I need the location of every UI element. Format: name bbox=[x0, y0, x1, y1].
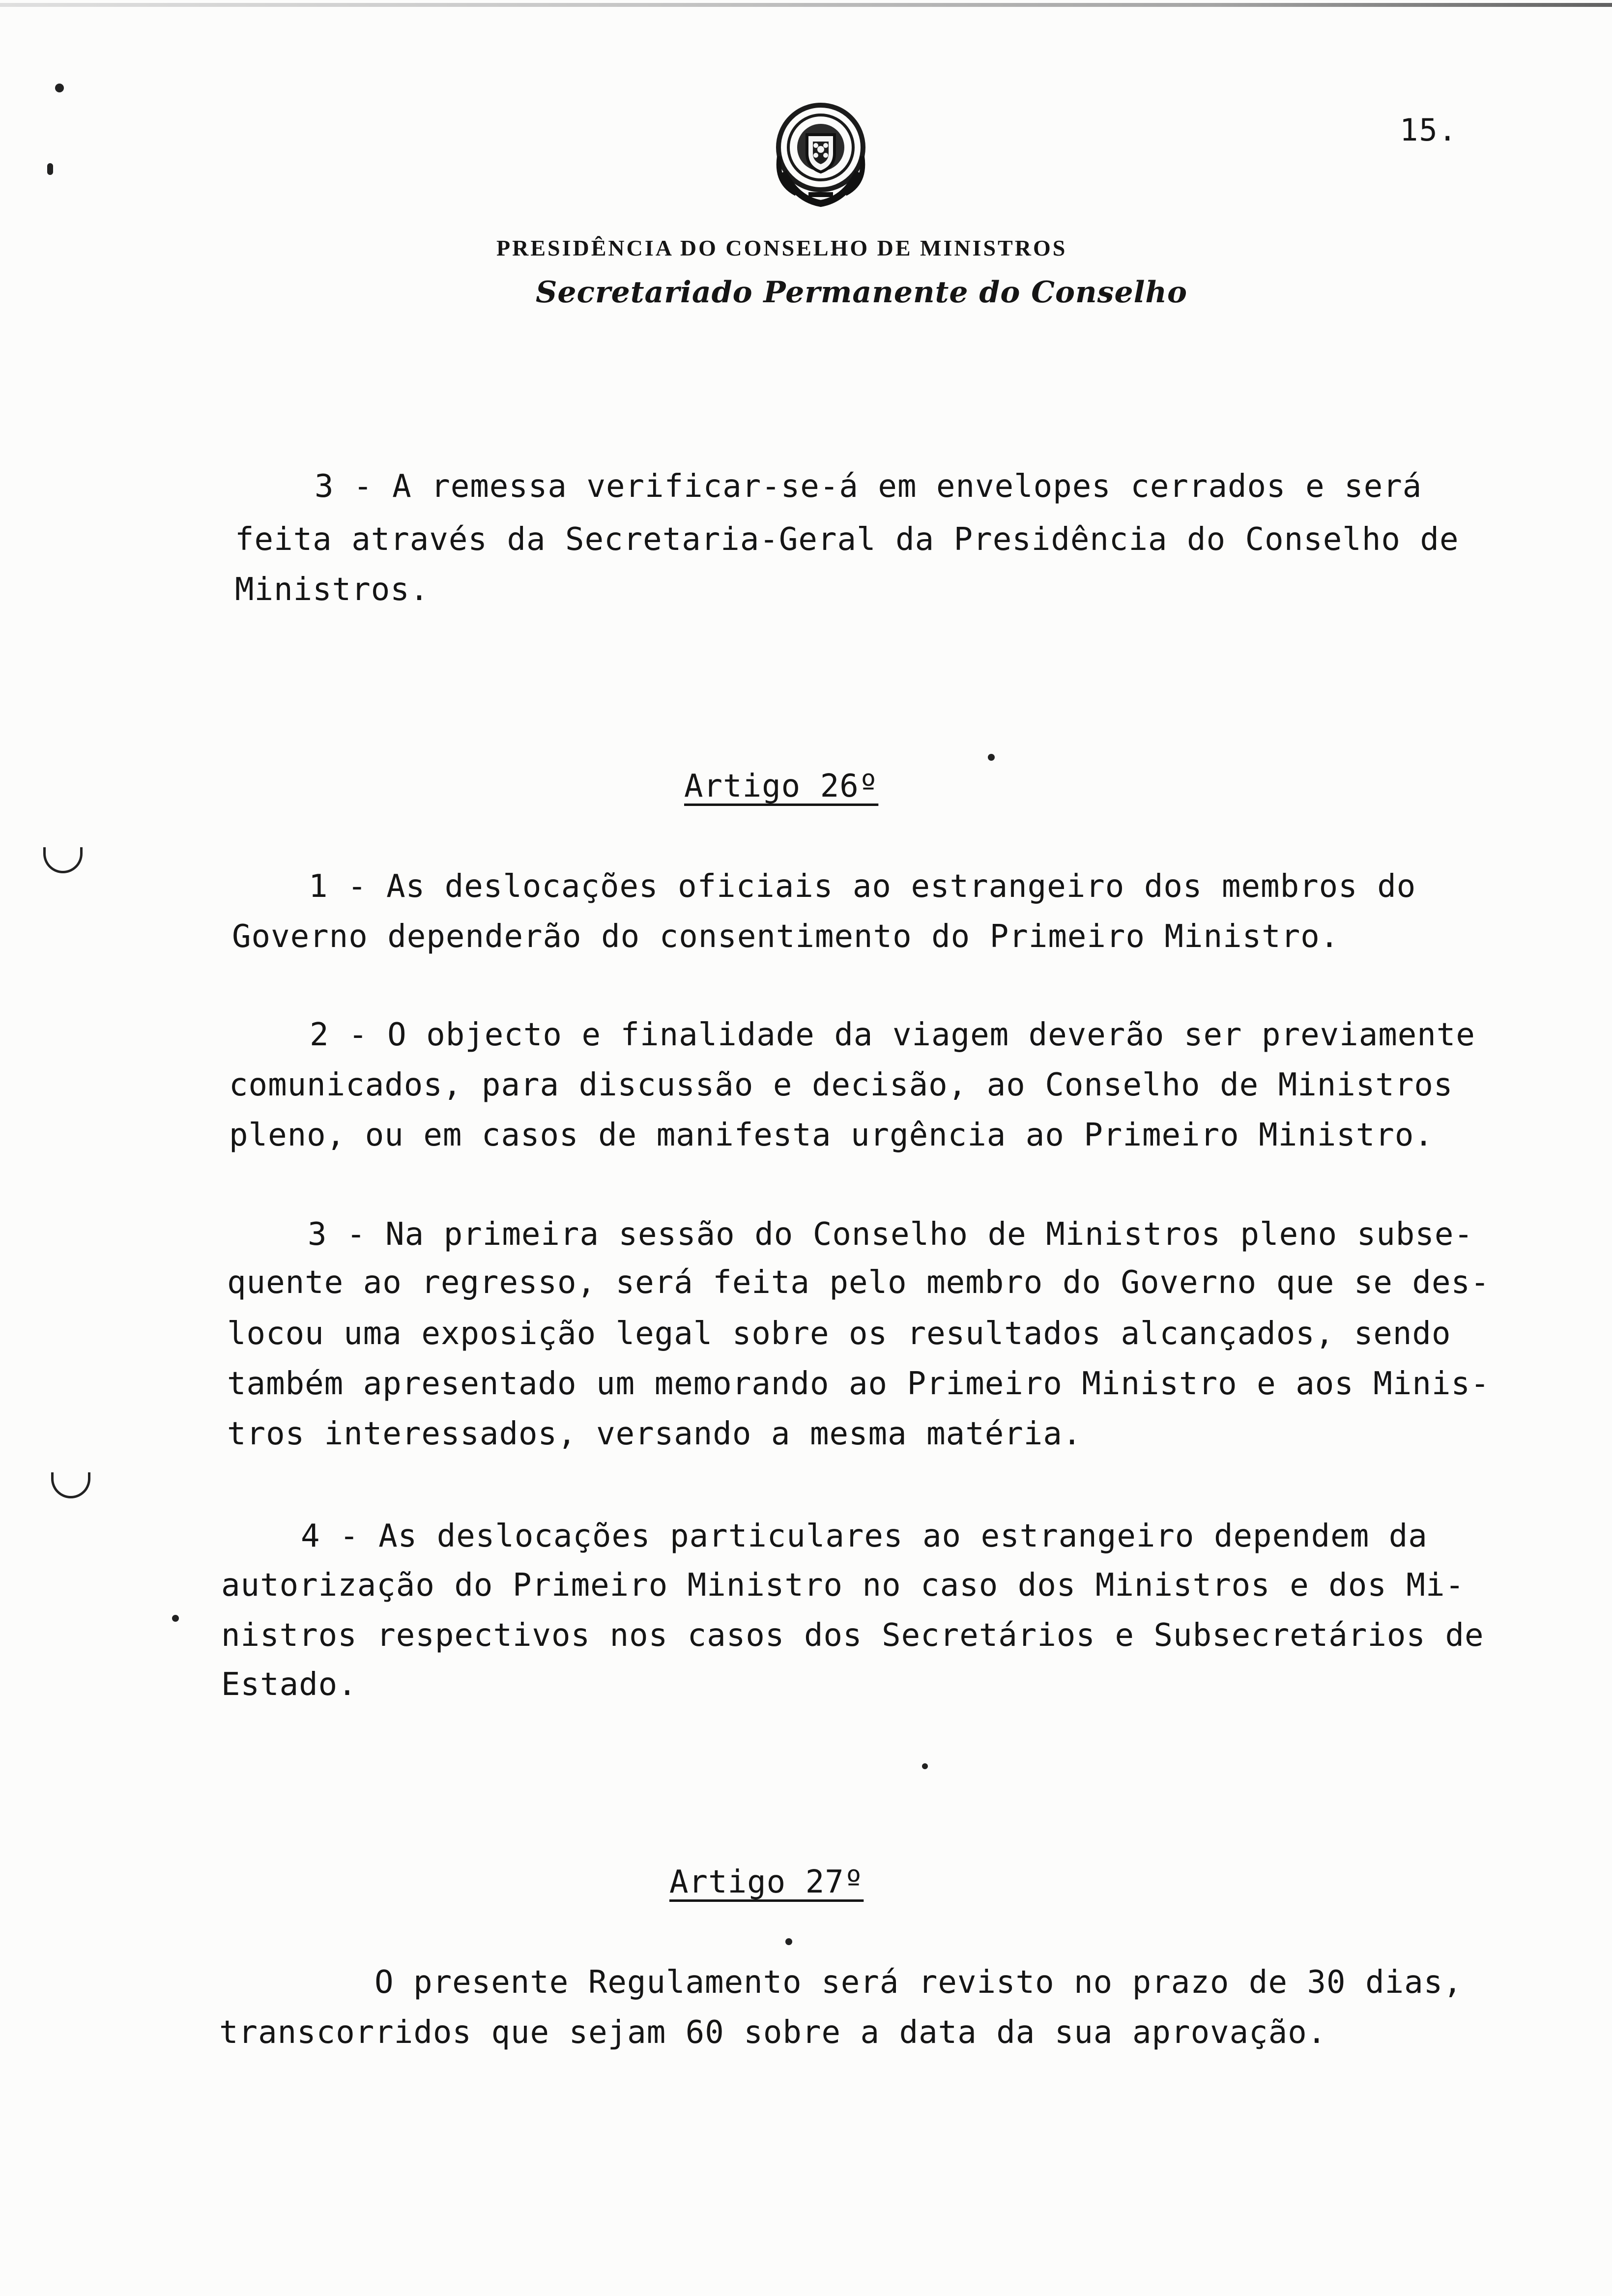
paragraph-line: locou uma exposição legal sobre os resultados alcançados, sendo bbox=[227, 1316, 1451, 1352]
article-heading: Artigo 27º bbox=[669, 1864, 864, 1900]
paragraph-line: O presente Regulamento será revisto no prazo de 30 dias, bbox=[374, 1964, 1463, 2001]
margin-arc-mark bbox=[43, 847, 83, 873]
paragraph-line: tros interessados, versando a mesma matéria. bbox=[227, 1416, 1082, 1452]
paragraph-line: pleno, ou em casos de manifesta urgência ao Primeiro Ministro. bbox=[229, 1117, 1434, 1153]
paragraph-line: Governo dependerão do consentimento do Primeiro Ministro. bbox=[232, 918, 1340, 955]
paragraph-line: quente ao regresso, será feita pelo membro do Governo que se des- bbox=[227, 1264, 1490, 1301]
paragraph-line: transcorridos que sejam 60 sobre a data da sua aprovação. bbox=[219, 2014, 1327, 2051]
institution-subtitle: Secretariado Permanente do Conselho bbox=[536, 275, 1188, 310]
paragraph-line: também apresentado um memorando ao Primeiro Ministro e aos Minis- bbox=[227, 1366, 1490, 1402]
scan-speck bbox=[988, 754, 995, 761]
paragraph-line: Estado. bbox=[221, 1666, 357, 1703]
institution-title: PRESIDÊNCIA DO CONSELHO DE MINISTROS bbox=[496, 235, 1067, 260]
paragraph-line: 4 - As deslocações particulares ao estrangeiro dependem da bbox=[301, 1518, 1428, 1554]
paragraph-line: autorização do Primeiro Ministro no caso dos Ministros e dos Mi- bbox=[221, 1567, 1465, 1604]
scan-speck bbox=[785, 1938, 792, 1945]
page-number: 15. bbox=[1400, 112, 1458, 148]
portuguese-coat-of-arms-icon bbox=[767, 98, 875, 211]
scan-top-edge bbox=[0, 3, 1612, 7]
paragraph-line: 2 - O objecto e finalidade da viagem deverão ser previamente bbox=[310, 1017, 1475, 1053]
paragraph-line: 3 - A remessa verificar-se-á em envelopes cerrados e será bbox=[315, 468, 1422, 505]
scan-speck bbox=[55, 84, 64, 92]
paragraph-line: comunicados, para discussão e decisão, ao Conselho de Ministros bbox=[229, 1067, 1453, 1103]
paragraph-line: 3 - Na primeira sessão do Conselho de Ministros pleno subse- bbox=[308, 1216, 1473, 1253]
paragraph-line: 1 - As deslocações oficiais ao estrangeiro dos membros do bbox=[309, 868, 1416, 905]
scan-speck bbox=[922, 1763, 928, 1769]
scan-speck bbox=[47, 163, 53, 175]
margin-arc-mark bbox=[51, 1472, 90, 1498]
scan-speck bbox=[172, 1615, 179, 1622]
paragraph-line: nistros respectivos nos casos dos Secretários e Subsecretários de bbox=[221, 1617, 1484, 1654]
article-heading: Artigo 26º bbox=[684, 768, 879, 804]
paragraph-line: feita através da Secretaria-Geral da Presidência do Conselho de bbox=[235, 521, 1459, 558]
paragraph-line: Ministros. bbox=[235, 572, 430, 608]
